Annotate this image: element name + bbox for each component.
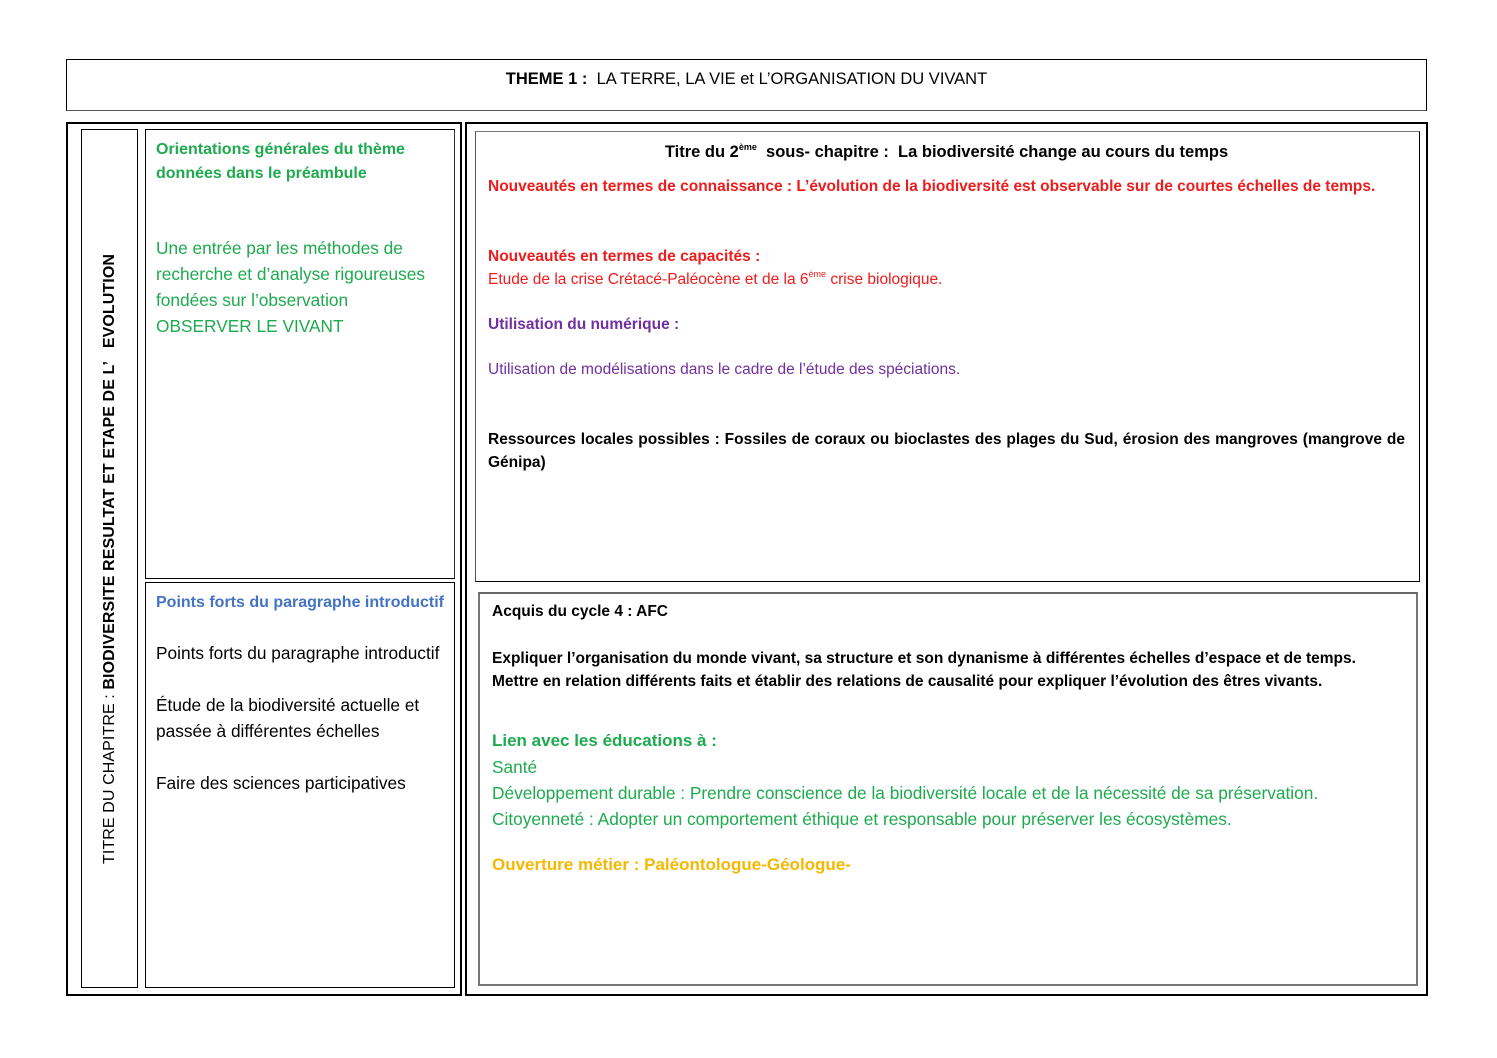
acquis-heading: Acquis du cycle 4 : AFC [492,603,668,620]
sous-chapitre-title-middle: sous- chapitre : [756,143,899,161]
chapter-title [101,253,119,863]
acquis-item: Mettre en relation différents faits et établir des relations de causalité pour expliquer l’évolution des êtres vivants. [492,673,1323,690]
numerique-body: Utilisation de modélisations dans le cadre de l’étude des spéciations. [488,361,961,378]
capacites-sup: ème [808,269,827,279]
numerique-heading: Utilisation du numérique : [488,316,680,333]
ressources-text: Ressources locales possibles : Fossiles de coraux ou bioclastes des plages du Sud, érosion des mangroves (mangrove de Génipa) [488,431,1405,471]
capacites-body-a: Etude de la crise Crétacé-Paléocène et de la 6 [488,271,809,288]
sous-chapitre-title-prefix: Titre du 2 [664,143,739,161]
capacites-body [488,268,1405,291]
theme-header [66,59,1427,111]
sous-chapitre-box [475,131,1420,582]
lien-item: Citoyenneté : Adopter un comportement éthique et responsable pour préserver les écosystèmes. [492,809,1232,829]
theme-title: LA TERRE, LA VIE et L’ORGANISATION DU VIVANT [596,70,988,88]
lien-heading: Lien avec les éducations à : [492,731,717,750]
points-forts-item: Faire des sciences participatives [156,773,406,793]
points-forts-box [145,582,455,988]
connaissance-text: Nouveautés en termes de connaissance : L’évolution de la biodiversité est observable sur de courtes échelles de temps. [488,178,1376,195]
chapter-title-prefix: TITRE DU CHAPITRE : [100,689,118,864]
capacites-heading: Nouveautés en termes de capacités : [488,248,761,265]
ouverture-metier: Ouverture métier : Paléontologue-Géologue- [492,855,851,874]
points-forts-item: Étude de la biodiversité actuelle et passée à différentes échelles [156,695,420,741]
lien-item: Développement durable : Prendre conscience de la biodiversité locale et de la nécessité de sa préservation. [492,783,1319,803]
capacites-body-b: crise biologique. [826,271,943,288]
chapter-title-box [81,129,138,988]
chapter-title-value: BIODIVERSITE RESULTAT ET ETAPE DE L’ EVOLUTION [100,253,118,690]
orientations-body: Une entrée par les méthodes de recherche et d’analyse rigoureuses fondées sur l’observation [156,238,425,310]
theme-label: THEME 1 : [505,70,588,88]
sous-chapitre-title [488,140,1405,164]
orientations-emphasis: OBSERVER LE VIVANT [156,316,344,336]
sous-chapitre-title-sup: ème [738,142,757,152]
orientations-box [145,129,455,579]
sous-chapitre-title-text: La biodiversité change au cours du temps [898,143,1229,161]
acquis-item: Expliquer l’organisation du monde vivant, sa structure et son dynanisme à différentes échelles d’espace et de temps. [492,650,1356,667]
acquis-box [478,592,1418,986]
lien-item: Santé [492,757,538,777]
points-forts-heading: Points forts du paragraphe introductif [156,594,445,611]
points-forts-item: Points forts du paragraphe introductif [156,643,440,663]
orientations-heading: Orientations générales du thème données dans le préambule [156,141,405,182]
